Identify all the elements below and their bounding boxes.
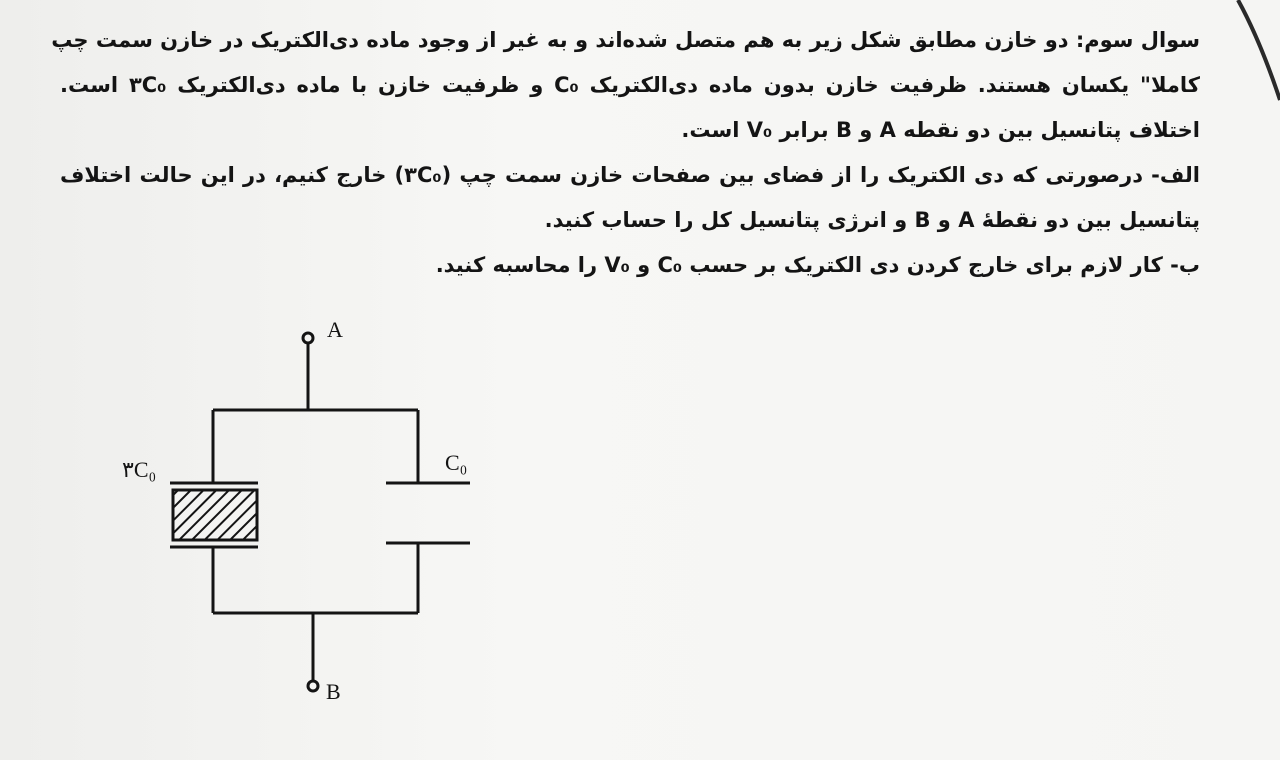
terminal-a-label: A: [327, 317, 343, 342]
terminal-b-label: B: [326, 679, 341, 704]
question-text: [51, 18, 1200, 288]
right-capacitor-label: C₀: [445, 450, 468, 475]
part-b-line: ب- کار لازم برای خارج کردن دی الکتریک بر حسب C₀ و V₀ را محاسبه کنید.: [435, 253, 1200, 277]
dielectric-slab: [173, 490, 257, 540]
part-a-line-2: پتانسیل بین دو نقطهٔ A و B و انرژی پتانسیل کل را حساب کنید.: [544, 208, 1200, 232]
left-capacitor-label: ۳C₀: [122, 457, 157, 482]
terminal-b: [308, 681, 318, 691]
question-line-1: سوال سوم: دو خازن مطابق شکل زیر به هم متصل شده‌اند و به غیر از وجود ماده دی‌الکتریک در خازن سمت چپ: [51, 28, 1200, 52]
question-line-3: اختلاف پتانسیل بین دو نقطه A و B برابر V₀ است.: [681, 118, 1200, 142]
question-line-2: کاملا" یکسان هستند. ظرفیت خازن بدون ماده دی‌الکتریک C₀ و ظرفیت خازن با ماده دی‌الکتریک ۳C₀ است.: [60, 73, 1200, 97]
terminal-a: [303, 333, 313, 343]
page-edge-shadow: [1220, 0, 1280, 110]
capacitor-circuit-diagram: [110, 315, 510, 715]
part-a-line-1: الف- درصورتی که دی الکتریک را از فضای بین صفحات خازن سمت چپ (۳C₀) خارج کنیم، در این حالت اختلاف: [60, 163, 1200, 187]
